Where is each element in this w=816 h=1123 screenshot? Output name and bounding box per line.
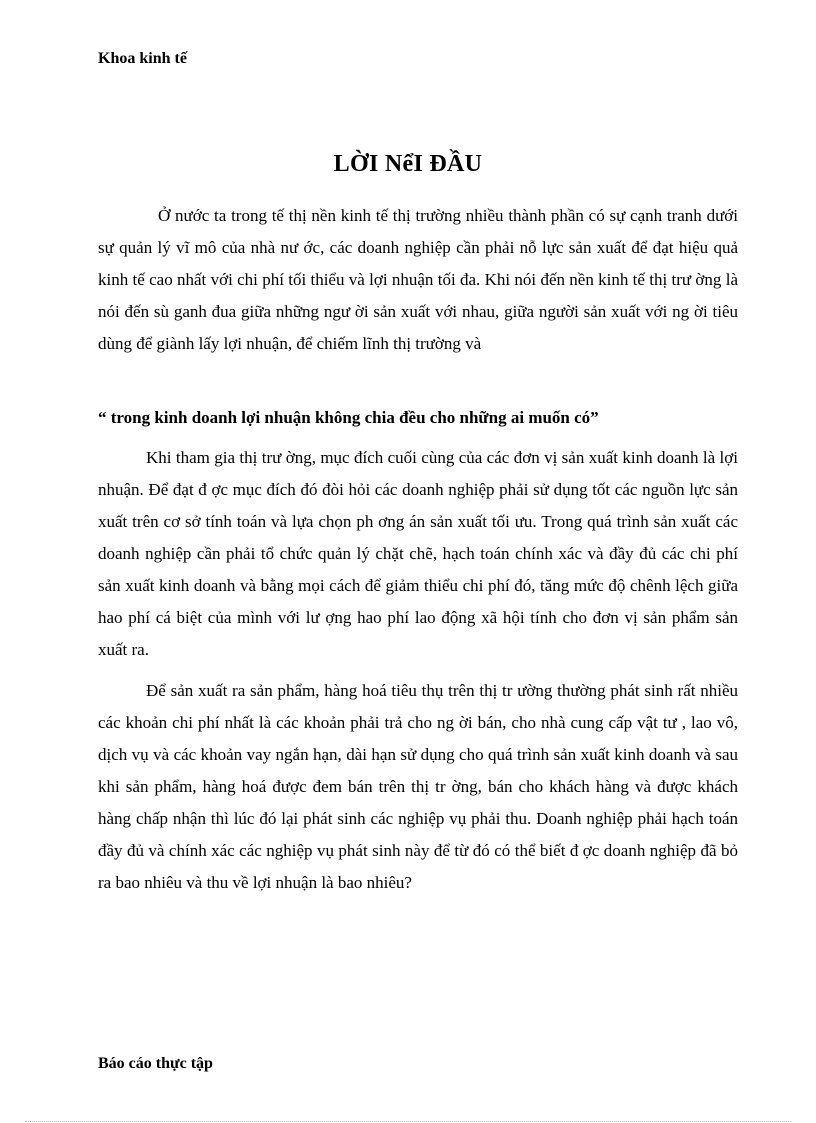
paragraph-intro: Ở nước ta trong tế thị nền kinh tế thị trường nhiều thành phần có sự cạnh tranh dưới sự quản lý vĩ mô của nhà nư ớc, các doanh nghiệp cần phải nỗ lực sản xuất để đạt hiệu quả kinh tế cao nhất với chi phí tối thiểu và lợi nhuận tối đa. Khi nói đến nền kinh tế thị trư ờng là nói đến sù ganh đua giữa những ngư ời sản xuất với nhau, giữa người sản xuất với ng ời tiêu dùng để giành lấy lợi nhuận, để chiếm lĩnh thị trường và <box>98 206 738 353</box>
paragraph-costs: Để sản xuất ra sản phẩm, hàng hoá tiêu thụ trên thị tr ường thường phát sinh rất nhiều các khoản chi phí nhất là các khoản phải trả cho ng ời bán, cho nhà cung cấp vật tư , lao vô, dịch vụ và các khoản vay ngắn hạn, dài hạn sử dụng cho quá trình sản xuất kinh doanh và sau khi sản phẩm, hàng hoá được đem bán trên thị tr ờng, bán cho khách hàng và được khách hàng chấp nhận thì lúc đó lại phát sinh các nghiệp vụ phải thu. Doanh nghiệp phải hạch toán đầy đủ và chính xác các nghiệp vụ phát sinh này để từ đó có thể biết đ ợc doanh nghiệp đã bỏ ra bao nhiêu và thu về lợi nhuận là bao nhiêu? <box>98 681 738 892</box>
page-header-department: Khoa kinh tế <box>98 50 187 67</box>
quote-line: “ trong kinh doanh lợi nhuận không chia đều cho những ai muốn có” <box>98 408 599 427</box>
page-footer-report: Báo cáo thực tập <box>98 1055 213 1072</box>
paragraph-goal: Khi tham gia thị trư ờng, mục đích cuối cùng của các đơn vị sản xuất kinh doanh là lợi nhuận. Để đạt đ ợc mục đích đó đòi hỏi các doanh nghiệp phải sử dụng tốt các nguồn lực sản xuất trên cơ sở tính toán và lựa chọn ph ơng án sản xuất tối ưu. Trong quá trình sản xuất các doanh nghiệp cần phải tổ chức quản lý chặt chẽ, hạch toán chính xác và đầy đủ các chi phí sản xuất kinh doanh và bằng mọi cách để giảm thiểu chi phí đó, tăng mức độ chênh lệch giữa hao phí cá biệt của mình với lư ợng hao phí lao động xã hội tính cho đơn vị sản phẩm sản xuất ra. <box>98 448 738 659</box>
page-title: LỜI NểI ĐẦU <box>333 151 483 177</box>
page-bottom-divider <box>25 1121 791 1122</box>
